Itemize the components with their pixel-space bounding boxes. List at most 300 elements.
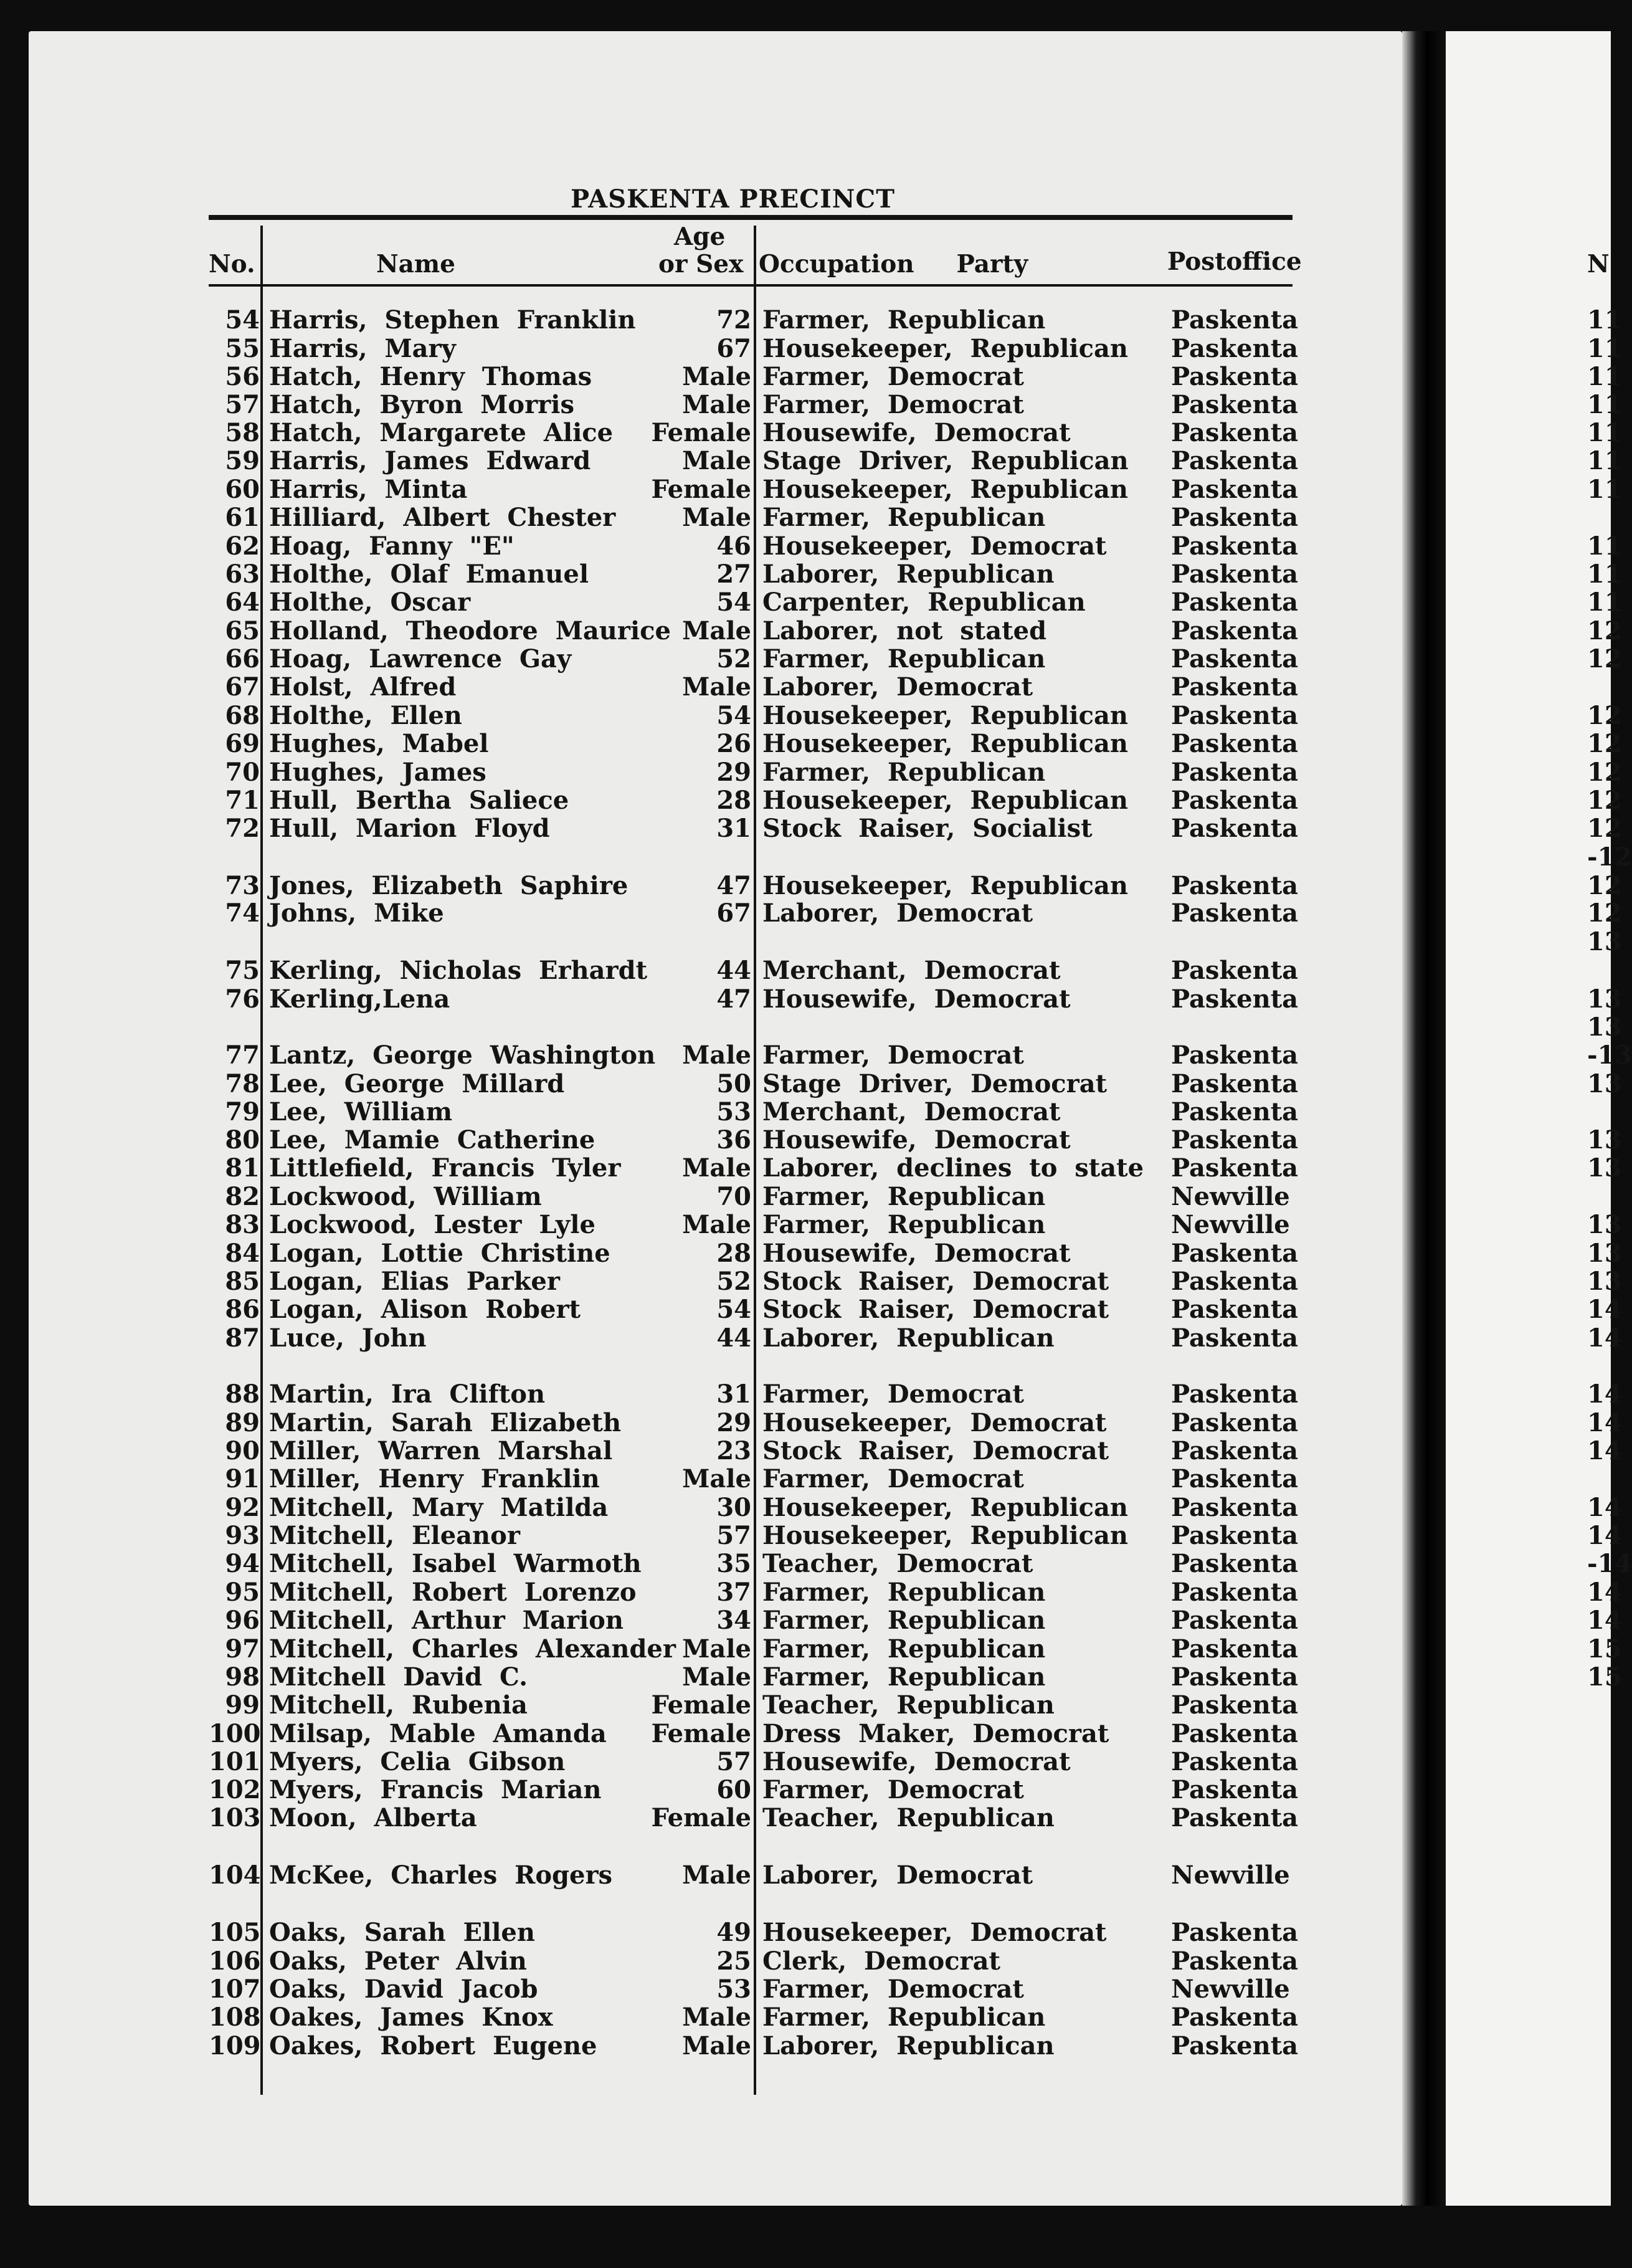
voter-name: Mitchell, Rubenia — [269, 1690, 528, 1720]
voter-age-or-sex: Male — [682, 362, 751, 391]
voter-occupation-party: Farmer, Republican — [762, 1634, 1046, 1664]
voter-age-or-sex: 44 — [716, 956, 751, 985]
voter-postoffice: Paskenta — [1171, 814, 1299, 843]
voter-occupation-party: Housekeeper, Republican — [762, 701, 1128, 730]
voter-age-or-sex: 52 — [716, 644, 751, 674]
voter-occupation-party: Housekeeper, Republican — [762, 786, 1128, 815]
voter-age-or-sex: Male — [682, 1634, 751, 1664]
voter-occupation-party: Laborer, Democrat — [762, 672, 1033, 702]
voter-postoffice: Paskenta — [1171, 1323, 1299, 1353]
next-page-row-number: 11 — [1587, 560, 1622, 589]
voter-occupation-party: Farmer, Republican — [762, 503, 1046, 532]
next-page-row-number: 12 — [1587, 729, 1622, 758]
voter-postoffice: Paskenta — [1171, 758, 1299, 787]
voter-name: Oaks, Peter Alvin — [269, 1946, 527, 1976]
voter-name: Martin, Ira Clifton — [269, 1379, 546, 1409]
voter-postoffice: Paskenta — [1171, 560, 1299, 589]
voter-name: Hatch, Byron Morris — [269, 390, 574, 419]
voter-name: Hull, Marion Floyd — [269, 814, 550, 843]
voter-occupation-party: Housewife, Democrat — [762, 984, 1071, 1014]
voter-occupation-party: Laborer, not stated — [762, 616, 1047, 646]
voter-name: Hoag, Lawrence Gay — [269, 644, 572, 674]
row-number: 108 — [209, 2003, 261, 2032]
row-number: 57 — [225, 390, 260, 419]
voter-occupation-party: Farmer, Republican — [762, 1210, 1046, 1239]
voter-postoffice: Paskenta — [1171, 1634, 1299, 1664]
voter-age-or-sex: 44 — [716, 1323, 751, 1353]
row-number: 97 — [225, 1634, 260, 1664]
next-page-row-number: -13 — [1587, 1041, 1632, 1070]
row-number: 72 — [225, 814, 260, 843]
next-page-row-number: 13 — [1587, 1153, 1622, 1183]
row-number: 105 — [209, 1918, 261, 1947]
row-number: 99 — [225, 1690, 260, 1720]
next-page-row-number: 12 — [1587, 786, 1622, 815]
next-page-row-number: 15 — [1587, 1634, 1622, 1664]
voter-occupation-party: Stage Driver, Republican — [762, 446, 1129, 475]
voter-occupation-party: Farmer, Republican — [762, 758, 1046, 787]
voter-name: Oaks, David Jacob — [269, 1975, 538, 2004]
voter-postoffice: Paskenta — [1171, 672, 1299, 702]
voter-postoffice: Paskenta — [1171, 984, 1299, 1014]
voter-postoffice: Paskenta — [1171, 1918, 1299, 1947]
voter-name: Oakes, Robert Eugene — [269, 2031, 597, 2061]
row-number: 106 — [209, 1946, 261, 1976]
voter-postoffice: Paskenta — [1171, 446, 1299, 475]
row-number: 104 — [209, 1861, 261, 1890]
next-page-row-number: 11 — [1587, 418, 1622, 447]
row-number: 103 — [209, 1803, 261, 1832]
row-number: 83 — [225, 1210, 260, 1239]
next-page-row-number: 13 — [1587, 1210, 1622, 1239]
voter-postoffice: Paskenta — [1171, 1041, 1299, 1070]
voter-occupation-party: Housekeeper, Republican — [762, 729, 1128, 758]
voter-name: Mitchell, Eleanor — [269, 1521, 520, 1550]
row-number: 76 — [225, 984, 260, 1014]
next-page-row-number: 14 — [1587, 1578, 1622, 1607]
next-page-row-number: 14 — [1587, 1606, 1622, 1635]
column-divider-age — [754, 226, 756, 2095]
voter-occupation-party: Laborer, Democrat — [762, 1861, 1033, 1890]
next-page-row-number: 12 — [1587, 758, 1622, 787]
next-page-row-number: 12 — [1587, 871, 1622, 900]
next-page-row-number: 12 — [1587, 616, 1622, 646]
voter-name: Oaks, Sarah Ellen — [269, 1918, 535, 1947]
next-page-row-number: 13 — [1587, 927, 1622, 956]
voter-name: Lee, Mamie Catherine — [269, 1125, 595, 1155]
voter-name: Littlefield, Francis Tyler — [269, 1153, 621, 1183]
voter-postoffice: Paskenta — [1171, 531, 1299, 561]
voter-name: Kerling,Lena — [269, 984, 450, 1014]
voter-occupation-party: Farmer, Republican — [762, 1662, 1046, 1692]
voter-age-or-sex: Male — [682, 1662, 751, 1692]
row-number: 77 — [225, 1041, 260, 1070]
voter-postoffice: Paskenta — [1171, 1578, 1299, 1607]
voter-postoffice: Paskenta — [1171, 1464, 1299, 1494]
voter-age-or-sex: 50 — [716, 1069, 751, 1098]
voter-age-or-sex: 29 — [716, 758, 751, 787]
voter-age-or-sex: Female — [651, 1690, 751, 1720]
voter-postoffice: Newville — [1171, 1975, 1290, 2004]
voter-occupation-party: Farmer, Democrat — [762, 1975, 1024, 2004]
voter-postoffice: Paskenta — [1171, 1521, 1299, 1550]
voter-postoffice: Paskenta — [1171, 1690, 1299, 1720]
voter-age-or-sex: Male — [682, 1861, 751, 1890]
voter-age-or-sex: 27 — [716, 560, 751, 589]
voter-postoffice: Paskenta — [1171, 418, 1299, 447]
row-number: 79 — [225, 1097, 260, 1127]
row-number: 85 — [225, 1267, 260, 1296]
next-page-row-number: 11 — [1587, 362, 1622, 391]
voter-postoffice: Paskenta — [1171, 1493, 1299, 1522]
next-page-row-number: -12 — [1587, 842, 1632, 872]
row-number: 100 — [209, 1719, 261, 1748]
row-number: 94 — [225, 1549, 260, 1578]
voter-postoffice: Newville — [1171, 1182, 1290, 1211]
voter-postoffice: Paskenta — [1171, 956, 1299, 985]
voter-occupation-party: Stock Raiser, Socialist — [762, 814, 1093, 843]
voter-postoffice: Paskenta — [1171, 305, 1299, 335]
voter-postoffice: Paskenta — [1171, 1549, 1299, 1578]
next-page-row-number: -14 — [1587, 1549, 1632, 1578]
voter-age-or-sex: 35 — [716, 1549, 751, 1578]
voter-age-or-sex: 57 — [716, 1747, 751, 1776]
voter-age-or-sex: 53 — [716, 1097, 751, 1127]
next-page-row-number: 13 — [1587, 1069, 1622, 1098]
voter-occupation-party: Housewife, Democrat — [762, 418, 1071, 447]
row-number: 93 — [225, 1521, 260, 1550]
row-number: 87 — [225, 1323, 260, 1353]
voter-postoffice: Paskenta — [1171, 390, 1299, 419]
voter-occupation-party: Housekeeper, Republican — [762, 475, 1128, 504]
voter-occupation-party: Merchant, Democrat — [762, 956, 1061, 985]
voter-occupation-party: Farmer, Democrat — [762, 390, 1024, 419]
next-page-row-number: 14 — [1587, 1493, 1622, 1522]
voter-name: Lantz, George Washington — [269, 1041, 656, 1070]
voter-name: Miller, Henry Franklin — [269, 1464, 600, 1494]
voter-postoffice: Paskenta — [1171, 1295, 1299, 1324]
voter-occupation-party: Farmer, Democrat — [762, 1775, 1024, 1804]
voter-occupation-party: Housekeeper, Republican — [762, 1521, 1128, 1550]
voter-name: Hatch, Margarete Alice — [269, 418, 614, 447]
next-page-row-number: 14 — [1587, 1521, 1622, 1550]
voter-age-or-sex: 30 — [716, 1493, 751, 1522]
voter-name: Harris, Minta — [269, 475, 468, 504]
next-page-row-number: 14 — [1587, 1379, 1622, 1409]
voter-name: Lee, George Millard — [269, 1069, 565, 1098]
voter-occupation-party: Farmer, Republican — [762, 1578, 1046, 1607]
next-page-row-number: 14 — [1587, 1295, 1622, 1324]
row-number: 84 — [225, 1239, 260, 1268]
voter-age-or-sex: 25 — [716, 1946, 751, 1976]
voter-occupation-party: Housekeeper, Democrat — [762, 531, 1107, 561]
voter-postoffice: Paskenta — [1171, 1662, 1299, 1692]
voter-postoffice: Paskenta — [1171, 1069, 1299, 1098]
voter-age-or-sex: 53 — [716, 1975, 751, 2004]
next-page-row-number: 13 — [1587, 1239, 1622, 1268]
voter-postoffice: Paskenta — [1171, 1747, 1299, 1776]
voter-occupation-party: Farmer, Republican — [762, 305, 1046, 335]
voter-postoffice: Newville — [1171, 1861, 1290, 1890]
next-page-row-number: 13 — [1587, 1012, 1622, 1042]
voter-occupation-party: Farmer, Republican — [762, 2003, 1046, 2032]
voter-postoffice: Paskenta — [1171, 1153, 1299, 1183]
voter-occupation-party: Housewife, Democrat — [762, 1747, 1071, 1776]
voter-name: Mitchell, Mary Matilda — [269, 1493, 609, 1522]
voter-postoffice: Paskenta — [1171, 1125, 1299, 1155]
voter-name: Myers, Francis Marian — [269, 1775, 602, 1804]
row-number: 69 — [225, 729, 260, 758]
voter-name: Luce, John — [269, 1323, 427, 1353]
voter-postoffice: Paskenta — [1171, 1946, 1299, 1976]
row-number: 81 — [225, 1153, 260, 1183]
voter-occupation-party: Farmer, Republican — [762, 644, 1046, 674]
voter-occupation-party: Carpenter, Republican — [762, 588, 1086, 617]
voter-name: Holthe, Olaf Emanuel — [269, 560, 589, 589]
voter-age-or-sex: Male — [682, 1464, 751, 1494]
voter-age-or-sex: 67 — [716, 334, 751, 363]
voter-name: Milsap, Mable Amanda — [269, 1719, 607, 1748]
row-number: 58 — [225, 418, 260, 447]
row-number: 86 — [225, 1295, 260, 1324]
voter-occupation-party: Housekeeper, Democrat — [762, 1408, 1107, 1437]
voter-name: Miller, Warren Marshal — [269, 1436, 613, 1465]
voter-age-or-sex: 54 — [716, 701, 751, 730]
voter-name: Harris, Mary — [269, 334, 456, 363]
row-number: 63 — [225, 560, 260, 589]
voter-name: Harris, Stephen Franklin — [269, 305, 636, 335]
row-number: 88 — [225, 1379, 260, 1409]
row-number: 98 — [225, 1662, 260, 1692]
voter-occupation-party: Stock Raiser, Democrat — [762, 1436, 1109, 1465]
header-postoffice: Postoffice — [1167, 247, 1302, 276]
voter-age-or-sex: Male — [682, 1153, 751, 1183]
next-page-row-number: 12 — [1587, 644, 1622, 674]
voter-age-or-sex: Male — [682, 390, 751, 419]
voter-age-or-sex: 26 — [716, 729, 751, 758]
voter-age-or-sex: Male — [682, 1041, 751, 1070]
voter-name: Mitchell, Charles Alexander — [269, 1634, 676, 1664]
next-page-row-number: 14 — [1587, 1323, 1622, 1353]
row-number: 59 — [225, 446, 260, 475]
voter-postoffice: Paskenta — [1171, 1239, 1299, 1268]
voter-age-or-sex: 67 — [716, 898, 751, 928]
voter-postoffice: Paskenta — [1171, 362, 1299, 391]
next-page-row-number: 15 — [1587, 1662, 1622, 1692]
row-number: 107 — [209, 1975, 261, 2004]
next-page-row-number: 11 — [1587, 334, 1622, 363]
voter-postoffice: Paskenta — [1171, 1267, 1299, 1296]
voter-occupation-party: Teacher, Republican — [762, 1690, 1055, 1720]
voter-name: Holst, Alfred — [269, 672, 457, 702]
voter-age-or-sex: Female — [651, 475, 751, 504]
voter-occupation-party: Dress Maker, Democrat — [762, 1719, 1109, 1748]
next-page-edge — [1446, 31, 1611, 2206]
voter-name: Hatch, Henry Thomas — [269, 362, 592, 391]
header-age-line1: Age — [674, 222, 726, 251]
next-page-row-number: 14 — [1587, 1436, 1622, 1465]
voter-name: Jones, Elizabeth Saphire — [269, 871, 629, 900]
voter-postoffice: Paskenta — [1171, 1408, 1299, 1437]
voter-age-or-sex: 28 — [716, 786, 751, 815]
row-number: 60 — [225, 475, 260, 504]
voter-age-or-sex: Female — [651, 418, 751, 447]
voter-age-or-sex: 29 — [716, 1408, 751, 1437]
row-number: 82 — [225, 1182, 260, 1211]
voter-age-or-sex: 47 — [716, 871, 751, 900]
voter-age-or-sex: Male — [682, 503, 751, 532]
voter-postoffice: Paskenta — [1171, 1379, 1299, 1409]
row-number: 109 — [209, 2031, 261, 2061]
voter-age-or-sex: 37 — [716, 1578, 751, 1607]
voter-postoffice: Paskenta — [1171, 1775, 1299, 1804]
voter-age-or-sex: 47 — [716, 984, 751, 1014]
next-page-row-number: 11 — [1587, 531, 1622, 561]
voter-age-or-sex: 34 — [716, 1606, 751, 1635]
row-number: 92 — [225, 1493, 260, 1522]
voter-occupation-party: Farmer, Democrat — [762, 1464, 1024, 1494]
voter-age-or-sex: 54 — [716, 1295, 751, 1324]
voter-occupation-party: Merchant, Democrat — [762, 1097, 1061, 1127]
voter-postoffice: Paskenta — [1171, 616, 1299, 646]
voter-age-or-sex: Male — [682, 446, 751, 475]
row-number: 74 — [225, 898, 260, 928]
voter-occupation-party: Stock Raiser, Democrat — [762, 1295, 1109, 1324]
voter-postoffice: Paskenta — [1171, 1436, 1299, 1465]
header-name: Name — [376, 250, 455, 279]
row-number: 101 — [209, 1747, 261, 1776]
voter-occupation-party: Stock Raiser, Democrat — [762, 1267, 1109, 1296]
voter-name: Mitchell, Robert Lorenzo — [269, 1578, 637, 1607]
voter-occupation-party: Laborer, Republican — [762, 560, 1055, 589]
voter-postoffice: Paskenta — [1171, 1606, 1299, 1635]
row-number: 54 — [225, 305, 260, 335]
voter-age-or-sex: 46 — [716, 531, 751, 561]
voter-occupation-party: Laborer, Democrat — [762, 898, 1033, 928]
voter-name: Holthe, Ellen — [269, 701, 462, 730]
voter-age-or-sex: Male — [682, 1210, 751, 1239]
voter-occupation-party: Housekeeper, Democrat — [762, 1918, 1107, 1947]
row-number: 95 — [225, 1578, 260, 1607]
next-page-row-number: 12 — [1587, 701, 1622, 730]
voter-name: Kerling, Nicholas Erhardt — [269, 956, 648, 985]
next-page-row-number: 13 — [1587, 1267, 1622, 1296]
header-occupation-party: Occupation Party — [759, 250, 1028, 279]
voter-postoffice: Paskenta — [1171, 588, 1299, 617]
voter-name: Logan, Alison Robert — [269, 1295, 581, 1324]
row-number: 91 — [225, 1464, 260, 1494]
voter-name: Hughes, Mabel — [269, 729, 489, 758]
next-page-row-number: 12 — [1587, 898, 1622, 928]
row-number: 64 — [225, 588, 260, 617]
voter-postoffice: Paskenta — [1171, 701, 1299, 730]
book-binding — [1402, 31, 1446, 2206]
voter-occupation-party: Housekeeper, Republican — [762, 1493, 1128, 1522]
voter-occupation-party: Clerk, Democrat — [762, 1946, 1001, 1976]
voter-postoffice: Paskenta — [1171, 644, 1299, 674]
voter-occupation-party: Laborer, Republican — [762, 2031, 1055, 2061]
row-number: 68 — [225, 701, 260, 730]
header-no: No. — [209, 250, 255, 279]
voter-name: Mitchell, Isabel Warmoth — [269, 1549, 642, 1578]
header-bottom-rule — [209, 284, 1293, 287]
row-number: 61 — [225, 503, 260, 532]
row-number: 78 — [225, 1069, 260, 1098]
next-page-row-number: 11 — [1587, 588, 1622, 617]
row-number: 96 — [225, 1606, 260, 1635]
voter-age-or-sex: 23 — [716, 1436, 751, 1465]
voter-postoffice: Paskenta — [1171, 2031, 1299, 2061]
voter-age-or-sex: Male — [682, 616, 751, 646]
voter-age-or-sex: Male — [682, 2031, 751, 2061]
next-page-row-number: 11 — [1587, 446, 1622, 475]
voter-name: Holland, Theodore Maurice — [269, 616, 671, 646]
voter-occupation-party: Farmer, Republican — [762, 1606, 1046, 1635]
voter-age-or-sex: Male — [682, 672, 751, 702]
voter-postoffice: Paskenta — [1171, 1719, 1299, 1748]
voter-name: Harris, James Edward — [269, 446, 591, 475]
voter-postoffice: Paskenta — [1171, 1803, 1299, 1832]
next-page-row-number: 11 — [1587, 475, 1622, 504]
voter-occupation-party: Stage Driver, Democrat — [762, 1069, 1108, 1098]
next-page-row-number: 13 — [1587, 1125, 1622, 1155]
row-number: 75 — [225, 956, 260, 985]
voter-name: Hoag, Fanny "E" — [269, 531, 515, 561]
column-divider-no — [260, 226, 263, 2095]
row-number: 62 — [225, 531, 260, 561]
voter-name: Logan, Elias Parker — [269, 1267, 560, 1296]
voter-name: Lockwood, William — [269, 1182, 542, 1211]
voter-age-or-sex: Female — [651, 1719, 751, 1748]
voter-postoffice: Paskenta — [1171, 871, 1299, 900]
voter-name: Mitchell, Arthur Marion — [269, 1606, 624, 1635]
voter-occupation-party: Teacher, Republican — [762, 1803, 1055, 1832]
voter-age-or-sex: 36 — [716, 1125, 751, 1155]
voter-name: Myers, Celia Gibson — [269, 1747, 566, 1776]
voter-occupation-party: Laborer, declines to state — [762, 1153, 1144, 1183]
voter-name: Hilliard, Albert Chester — [269, 503, 616, 532]
next-page-row-number: 12 — [1587, 814, 1622, 843]
row-number: 56 — [225, 362, 260, 391]
row-number: 90 — [225, 1436, 260, 1465]
next-page-row-number: 11 — [1587, 390, 1622, 419]
voter-postoffice: Paskenta — [1171, 2003, 1299, 2032]
voter-occupation-party: Farmer, Democrat — [762, 1379, 1024, 1409]
voter-name: Oakes, James Knox — [269, 2003, 553, 2032]
row-number: 73 — [225, 871, 260, 900]
voter-occupation-party: Housekeeper, Republican — [762, 871, 1128, 900]
voter-occupation-party: Housewife, Democrat — [762, 1239, 1071, 1268]
voter-postoffice: Paskenta — [1171, 334, 1299, 363]
voter-postoffice: Paskenta — [1171, 898, 1299, 928]
next-page-header: N — [1587, 250, 1610, 279]
voter-postoffice: Paskenta — [1171, 786, 1299, 815]
voter-age-or-sex: Female — [651, 1803, 751, 1832]
voter-age-or-sex: 28 — [716, 1239, 751, 1268]
voter-age-or-sex: 57 — [716, 1521, 751, 1550]
voter-age-or-sex: Male — [682, 2003, 751, 2032]
row-number: 102 — [209, 1775, 261, 1804]
voter-name: Hull, Bertha Saliece — [269, 786, 569, 815]
voter-name: Johns, Mike — [269, 898, 444, 928]
voter-name: Lee, William — [269, 1097, 453, 1127]
voter-age-or-sex: 70 — [716, 1182, 751, 1211]
row-number: 55 — [225, 334, 260, 363]
voter-occupation-party: Laborer, Republican — [762, 1323, 1055, 1353]
row-number: 65 — [225, 616, 260, 646]
header-age-line2: or Sex — [658, 250, 744, 279]
row-number: 71 — [225, 786, 260, 815]
